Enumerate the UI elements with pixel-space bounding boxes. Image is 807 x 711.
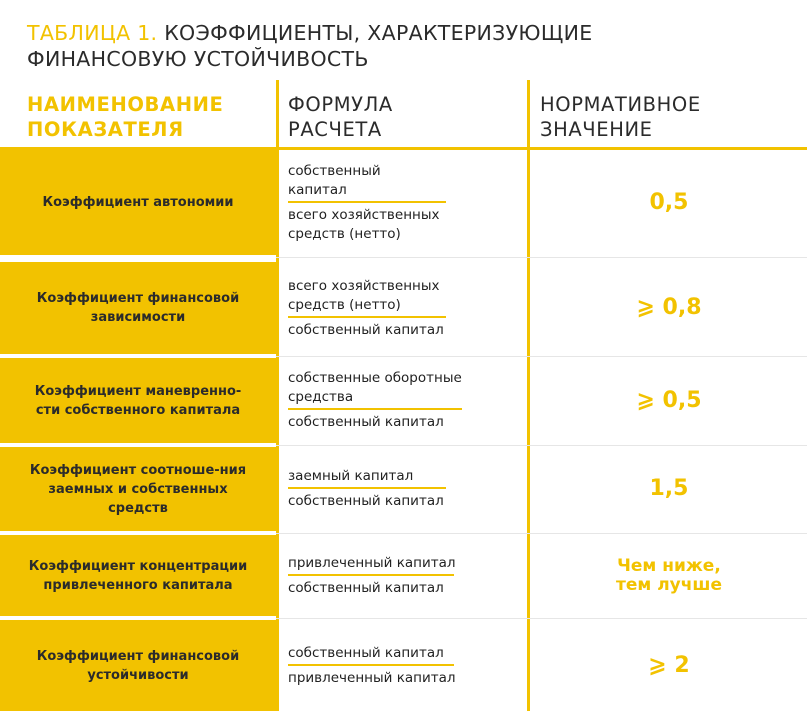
formula-numerator: собственный (288, 162, 381, 179)
column-header-name-line1: НАИМЕНОВАНИЕ (27, 93, 224, 116)
fraction-line (288, 201, 446, 203)
table-title (27, 20, 787, 72)
row-divider (276, 618, 807, 619)
formula-denominator: собственный капитал (288, 321, 444, 338)
column-header-norm-line2: ЗНАЧЕНИЕ (540, 118, 653, 141)
indicator-name: Коэффициент концентрации привлеченного капитала (28, 558, 248, 593)
indicator-name-cell (0, 447, 276, 531)
indicator-name-cell (0, 262, 276, 354)
norm-value: тем лучше (616, 574, 722, 595)
formula-denominator: всего хозяйственных (288, 206, 440, 223)
column-header-formula-line1: ФОРМУЛА (288, 93, 393, 116)
formula-numerator: средств (нетто) (288, 296, 401, 313)
column-header-formula-line2: РАСЧЕТА (288, 118, 382, 141)
column-header-norm-line1: НОРМАТИВНОЕ (540, 93, 701, 116)
fraction-line (288, 316, 446, 318)
fraction-line (288, 408, 462, 410)
indicator-name: Коэффициент маневренно-сти собственного капитала (34, 383, 242, 418)
fraction-line (288, 487, 446, 489)
formula-denominator: собственный капитал (288, 493, 444, 509)
norm-value-cell (531, 447, 807, 531)
norm-value: ⩾ 0,5 (636, 387, 702, 413)
formula-cell (288, 535, 523, 616)
norm-value-cell (531, 535, 807, 616)
formula-numerator: средства (288, 389, 354, 405)
row-divider (276, 257, 807, 258)
formula-numerator: капитал (288, 181, 347, 198)
fraction-line (288, 574, 454, 576)
indicator-name: Коэффициент финансовой зависимости (36, 291, 240, 325)
formula-denominator: привлеченный капитал (288, 669, 456, 686)
indicator-name-cell (0, 620, 276, 711)
row-divider (276, 445, 807, 446)
indicator-name: Коэффициент соотноше-ния заемных и собственных средств (29, 462, 247, 516)
norm-value-cell (531, 358, 807, 443)
formula-denominator: собственный капитал (288, 579, 444, 596)
indicator-name: Коэффициент автономии (42, 195, 234, 210)
norm-value: Чем ниже, (617, 555, 721, 576)
norm-value: 0,5 (649, 189, 689, 215)
fraction-line (288, 664, 454, 666)
indicator-name-cell (0, 358, 276, 443)
formula-cell (288, 358, 523, 443)
formula-numerator: собственные оборотные (288, 370, 462, 386)
formula-denominator: собственный капитал (288, 414, 444, 430)
norm-value: 1,5 (649, 476, 689, 501)
formula-cell (288, 620, 523, 711)
title-label: ТАБЛИЦА 1. (27, 21, 158, 45)
column-divider (276, 80, 279, 711)
norm-value-cell (531, 262, 807, 354)
norm-value: ⩾ 0,8 (636, 295, 702, 320)
formula-cell (288, 150, 523, 255)
formula-numerator: собственный капитал (288, 644, 444, 661)
row-divider (276, 533, 807, 534)
column-header-name-line2: ПОКАЗАТЕЛЯ (27, 118, 184, 141)
title-line2: ФИНАНСОВУЮ УСТОЙЧИВОСТЬ (27, 47, 369, 71)
column-divider (527, 80, 530, 711)
indicator-name: Коэффициент финансовой устойчивости (36, 648, 240, 683)
indicator-name-cell (0, 150, 276, 255)
indicator-name-cell (0, 535, 276, 616)
formula-numerator: заемный капитал (288, 468, 414, 484)
norm-value-cell (531, 150, 807, 255)
formula-denominator: средств (нетто) (288, 225, 401, 242)
norm-value: ⩾ 2 (648, 652, 690, 678)
formula-numerator: привлеченный капитал (288, 554, 456, 571)
title-line1: КОЭФФИЦИЕНТЫ, ХАРАКТЕРИЗУЮЩИЕ (164, 21, 593, 45)
formula-cell (288, 262, 523, 354)
row-divider (276, 356, 807, 357)
norm-value-cell (531, 620, 807, 711)
formula-cell (288, 447, 523, 531)
formula-numerator: всего хозяйственных (288, 277, 440, 294)
